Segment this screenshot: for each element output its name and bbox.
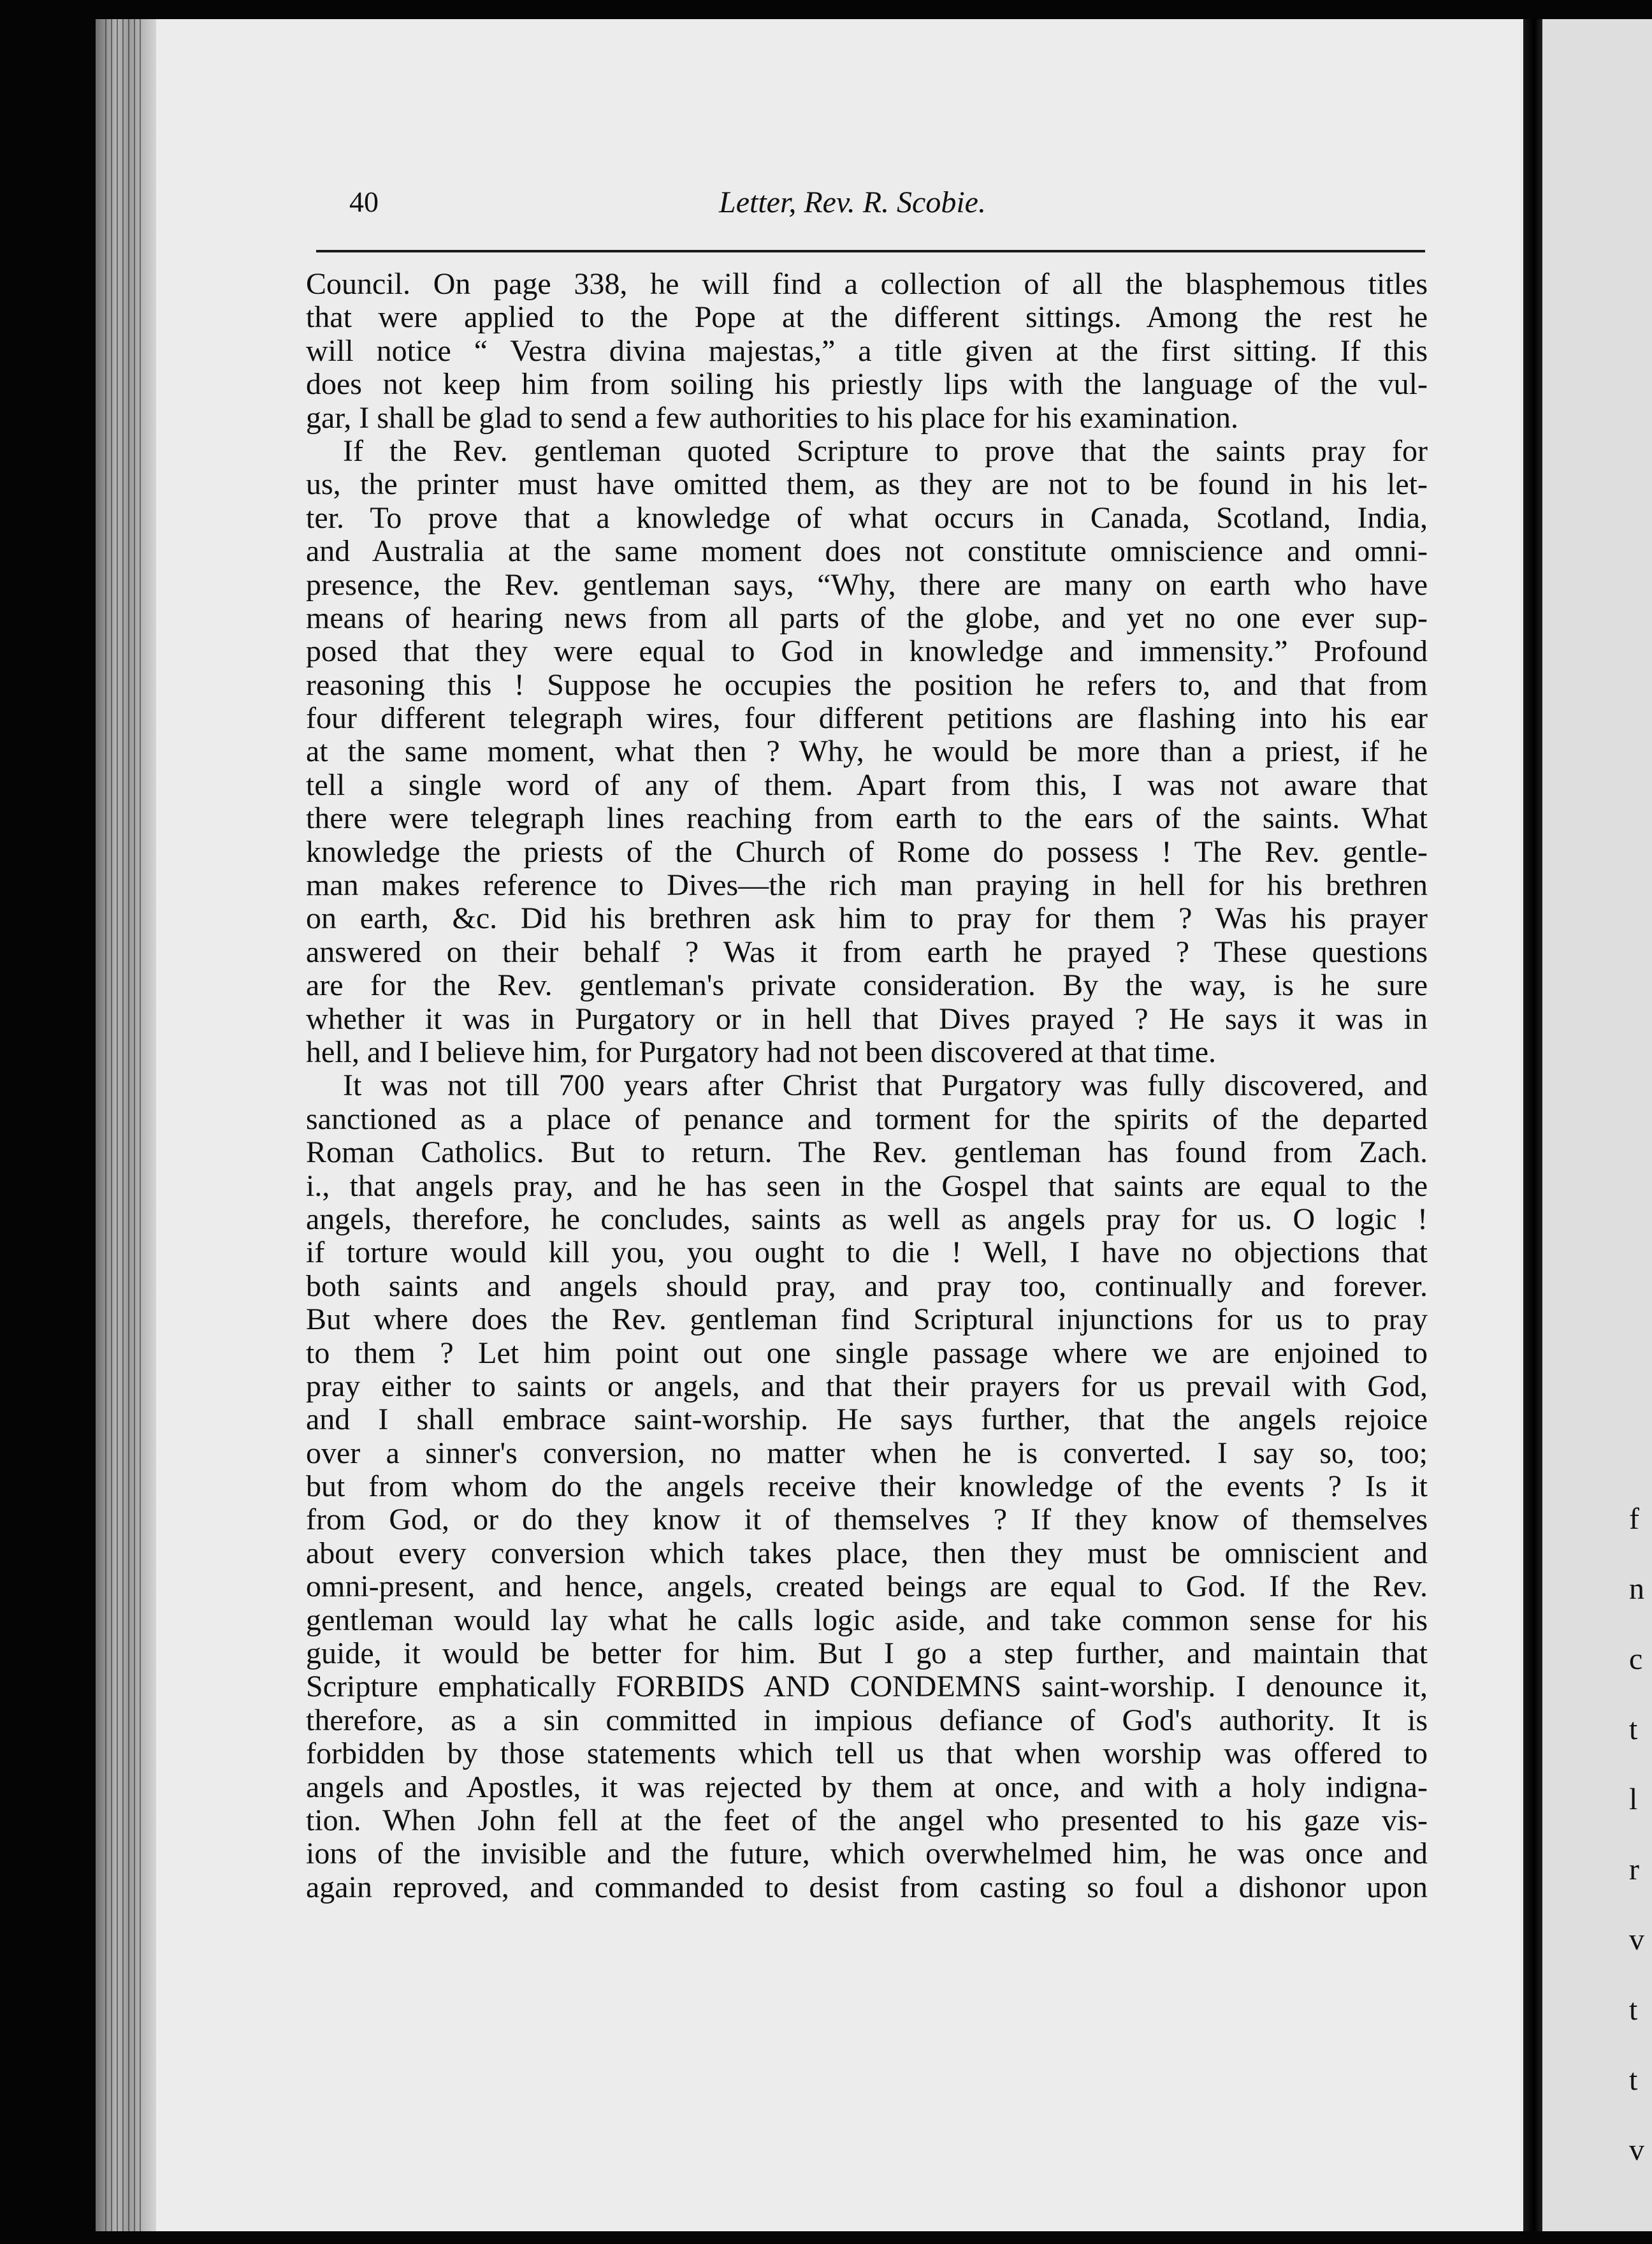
text-line: both saints and angels should pray, and pray too, continually and forever. — [306, 1269, 1428, 1303]
text-line: will notice “ Vestra divina majestas,” a title given at the first sitting. If this — [306, 334, 1428, 368]
text-line: tell a single word of any of them. Apart from this, I was not aware that — [306, 768, 1428, 802]
text-line: therefore, as a sin committed in impious defiance of God's authority. It is — [306, 1703, 1428, 1737]
text-line: from God, or do they know it of themselves ? If they know of themselves — [306, 1503, 1428, 1537]
text-line: i., that angels pray, and he has seen in the Gospel that saints are equal to the — [306, 1169, 1428, 1203]
adjacent-page-fragment: v — [1629, 1923, 1644, 1956]
text-line: Scripture emphatically FORBIDS AND CONDEMNS saint-worship. I denounce it, — [306, 1670, 1428, 1704]
text-line: and I shall embrace saint-worship. He says further, that the angels rejoice — [306, 1403, 1428, 1437]
text-line: gar, I shall be glad to send a few authorities to his place for his examination. — [306, 401, 1238, 435]
text-line: tion. When John fell at the feet of the angel who presented to his gaze vis- — [306, 1803, 1428, 1837]
adjacent-page-fragment: f — [1629, 1502, 1639, 1536]
text-line: angels, therefore, he concludes, saints as well as angels pray for us. O logic ! — [306, 1202, 1428, 1236]
text-line: if torture would kill you, you ought to die ! Well, I have no objections that — [306, 1236, 1428, 1270]
adjacent-page-fragment: n — [1629, 1572, 1644, 1606]
text-line: If the Rev. gentleman quoted Scripture to prove that the saints pray for — [343, 434, 1428, 468]
text-line: Council. On page 338, he will find a collection of all the blasphemous titles — [306, 268, 1428, 301]
adjacent-page-fragment: c — [1629, 1642, 1643, 1676]
adjacent-page-fragment: l — [1629, 1782, 1638, 1816]
text-line: man makes reference to Dives—the rich man praying in hell for his brethren — [306, 869, 1428, 903]
text-line: does not keep him from soiling his priestly lips with the language of the vul- — [306, 368, 1428, 402]
text-line: are for the Rev. gentleman's private consideration. By the way, is he sure — [306, 969, 1428, 1003]
text-line: answered on their behalf ? Was it from earth he prayed ? These questions — [306, 935, 1428, 969]
text-line: angels and Apostles, it was rejected by them at once, and with a holy indigna- — [306, 1770, 1428, 1804]
adjacent-page-fragment: v — [1629, 2133, 1644, 2167]
text-line: gentleman would lay what he calls logic aside, and take common sense for his — [306, 1603, 1428, 1637]
text-line: reasoning this ! Suppose he occupies the position he refers to, and that from — [306, 668, 1428, 702]
text-line: and Australia at the same moment does not constitute omniscience and omni- — [306, 535, 1428, 569]
page-number: 40 — [349, 186, 379, 218]
text-line: guide, it would be better for him. But I go a step further, and maintain that — [306, 1637, 1428, 1671]
text-line: means of hearing news from all parts of the globe, and yet no one ever sup- — [306, 601, 1428, 635]
text-line: ions of the invisible and the future, which overwhelmed him, he was once and — [306, 1837, 1428, 1871]
adjacent-page-fragment: t — [1629, 1712, 1638, 1746]
text-line: again reproved, and commanded to desist from casting so foul a dishonor upon — [306, 1870, 1428, 1904]
text-line: on earth, &c. Did his brethren ask him to pray for them ? Was his prayer — [306, 902, 1428, 936]
text-line: sanctioned as a place of penance and torment for the spirits of the departed — [306, 1102, 1428, 1136]
text-line: over a sinner's conversion, no matter when he is converted. I say so, too; — [306, 1436, 1428, 1470]
adjacent-page — [1542, 19, 1652, 2231]
adjacent-page-fragment: t — [1629, 2063, 1638, 2097]
header-rule — [316, 250, 1425, 252]
page-stack-lines — [105, 19, 143, 2231]
text-line: us, the printer must have omitted them, as they are not to be found in his let- — [306, 468, 1428, 502]
adjacent-page-fragment: r — [1629, 1853, 1639, 1886]
text-line: there were telegraph lines reaching from earth to the ears of the saints. What — [306, 802, 1428, 836]
text-line: Roman Catholics. But to return. The Rev. gentleman has found from Zach. — [306, 1136, 1428, 1170]
text-line: but from whom do the angels receive their knowledge of the events ? Is it — [306, 1470, 1428, 1504]
letter-body — [306, 268, 1428, 1904]
text-line: posed that they were equal to God in knowledge and immensity.” Profound — [306, 635, 1428, 669]
text-line: that were applied to the Pope at the different sittings. Among the rest he — [306, 301, 1428, 335]
book-gutter — [1523, 19, 1545, 2231]
text-line: forbidden by those statements which tell us that when worship was offered to — [306, 1737, 1428, 1771]
text-line: But where does the Rev. gentleman find Scriptural injunctions for us to pray — [306, 1303, 1428, 1337]
running-title: Letter, Rev. R. Scobie. — [719, 186, 986, 219]
text-line: whether it was in Purgatory or in hell that Dives prayed ? He says it was in — [306, 1002, 1428, 1036]
text-line: to them ? Let him point out one single passage where we are enjoined to — [306, 1336, 1428, 1370]
text-line: four different telegraph wires, four different petitions are flashing into his ear — [306, 702, 1428, 736]
text-line: knowledge the priests of the Church of Rome do possess ! The Rev. gentle- — [306, 835, 1428, 869]
text-line: omni-present, and hence, angels, created beings are equal to God. If the Rev. — [306, 1570, 1428, 1604]
text-line: hell, and I believe him, for Purgatory had not been discovered at that time. — [306, 1035, 1217, 1069]
text-line: at the same moment, what then ? Why, he would be more than a priest, if he — [306, 735, 1428, 769]
text-line: It was not till 700 years after Christ that Purgatory was fully discovered, and — [343, 1069, 1428, 1103]
page-header — [349, 185, 1433, 236]
text-line: about every conversion which takes place, then they must be omniscient and — [306, 1536, 1428, 1570]
adjacent-page-fragment: t — [1629, 1993, 1638, 2027]
text-line: ter. To prove that a knowledge of what occurs in Canada, Scotland, India, — [306, 501, 1428, 535]
text-line: presence, the Rev. gentleman says, “Why, there are many on earth who have — [306, 568, 1428, 602]
text-line: pray either to saints or angels, and that their prayers for us prevail with God, — [306, 1369, 1428, 1403]
